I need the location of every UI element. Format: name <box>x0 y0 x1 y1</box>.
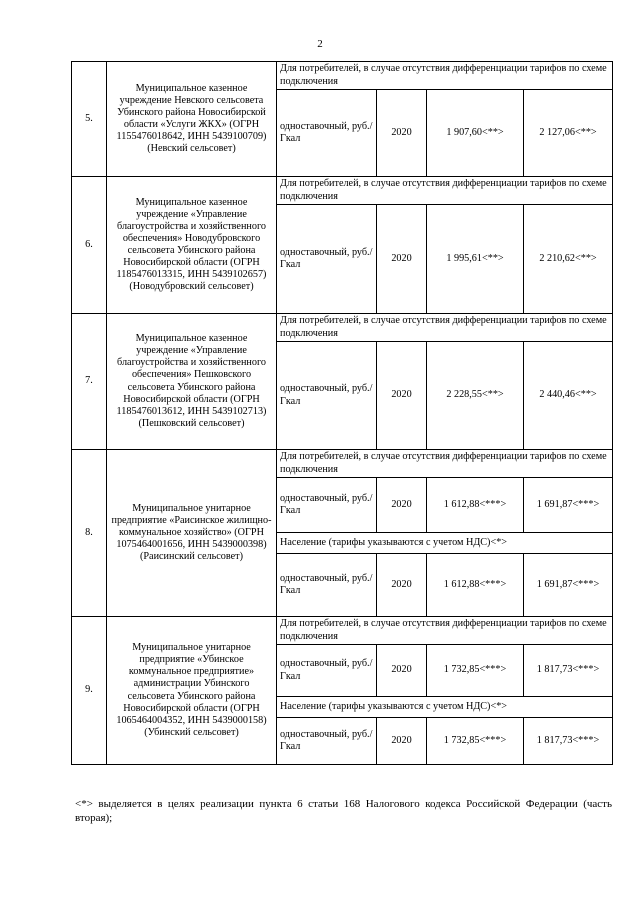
tariff-year: 2020 <box>377 478 427 533</box>
tariff-type: одноставочный, руб./Гкал <box>277 90 377 177</box>
table-row <box>72 450 613 478</box>
tariff-year: 2020 <box>377 90 427 177</box>
tariff-value-second-half: 2 440,46<**> <box>524 342 613 450</box>
tariff-value-second-half: 2 127,06<**> <box>524 90 613 177</box>
consumer-group-heading: Для потребителей, в случае отсутствия дифференциации тарифов по схеме подключения <box>277 314 613 342</box>
table-row <box>72 617 613 645</box>
tariff-type: одноставочный, руб./Гкал <box>277 645 377 697</box>
consumer-group-heading: Население (тарифы указываются с учетом НДС)<*> <box>277 533 613 554</box>
tariff-value-second-half: 2 210,62<**> <box>524 205 613 314</box>
tariff-table <box>71 61 613 765</box>
row-number: 7. <box>72 314 107 450</box>
footnote: <*> выделяется в целях реализации пункта 6 статьи 168 Налогового кодекса Российской Федерации (часть вторая); <box>75 798 612 824</box>
table-row <box>72 314 613 342</box>
tariff-value-first-half: 1 907,60<**> <box>427 90 524 177</box>
table-row <box>72 177 613 205</box>
consumer-group-heading: Для потребителей, в случае отсутствия дифференциации тарифов по схеме подключения <box>277 177 613 205</box>
tariff-type: одноставочный, руб./Гкал <box>277 718 377 765</box>
organization-name: Муниципальное унитарное предприятие «Убинское коммунальное предприятие» администрации Убинского сельсовета Убинского района Новосибирской области (ОГРН 1065464004352, ИНН 5439000158) (Убинский сельсовет) <box>107 617 277 765</box>
organization-name: Муниципальное казенное учреждение Невского сельсовета Убинского района Новосибирской области «Услуги ЖКХ» (ОГРН 1155476018642, ИНН 5439100709) (Невский сельсовет) <box>107 62 277 177</box>
consumer-group-heading: Население (тарифы указываются с учетом НДС)<*> <box>277 697 613 718</box>
tariff-value-first-half: 1 612,88<***> <box>427 478 524 533</box>
row-number: 5. <box>72 62 107 177</box>
tariff-value-first-half: 1 995,61<**> <box>427 205 524 314</box>
tariff-value-second-half: 1 691,87<***> <box>524 478 613 533</box>
tariff-year: 2020 <box>377 205 427 314</box>
tariff-type: одноставочный, руб./Гкал <box>277 342 377 450</box>
consumer-group-heading: Для потребителей, в случае отсутствия дифференциации тарифов по схеме подключения <box>277 62 613 90</box>
consumer-group-heading: Для потребителей, в случае отсутствия дифференциации тарифов по схеме подключения <box>277 617 613 645</box>
tariff-year: 2020 <box>377 645 427 697</box>
organization-name: Муниципальное казенное учреждение «Управление благоустройства и хозяйственного обеспечения» Новодубровского сельсовета Убинского района Новосибирской области (ОГРН 1185476013315, ИНН 5439102657) (Новодубровский сельсовет) <box>107 177 277 314</box>
tariff-value-second-half: 1 817,73<***> <box>524 718 613 765</box>
page-number: 2 <box>317 38 323 50</box>
tariff-value-second-half: 1 691,87<***> <box>524 554 613 617</box>
tariff-type: одноставочный, руб./Гкал <box>277 205 377 314</box>
tariff-value-first-half: 1 612,88<***> <box>427 554 524 617</box>
tariff-year: 2020 <box>377 342 427 450</box>
tariff-year: 2020 <box>377 554 427 617</box>
tariff-type: одноставочный, руб./Гкал <box>277 554 377 617</box>
tariff-value-second-half: 1 817,73<***> <box>524 645 613 697</box>
tariff-value-first-half: 2 228,55<**> <box>427 342 524 450</box>
row-number: 8. <box>72 450 107 617</box>
consumer-group-heading: Для потребителей, в случае отсутствия дифференциации тарифов по схеме подключения <box>277 450 613 478</box>
tariff-year: 2020 <box>377 718 427 765</box>
row-number: 6. <box>72 177 107 314</box>
organization-name: Муниципальное казенное учреждение «Управление благоустройства и хозяйственного обеспечения» Пешковского сельсовета Убинского района Новосибирской области (ОГРН 1185476013612, ИНН 5439102713) (Пешковский сельсовет) <box>107 314 277 450</box>
tariff-value-first-half: 1 732,85<***> <box>427 718 524 765</box>
table-row <box>72 62 613 90</box>
tariff-type: одноставочный, руб./Гкал <box>277 478 377 533</box>
row-number: 9. <box>72 617 107 765</box>
tariff-value-first-half: 1 732,85<***> <box>427 645 524 697</box>
organization-name: Муниципальное унитарное предприятие «Раисинское жилищно-коммунальное хозяйство» (ОГРН 1075464001656, ИНН 5439000398) (Раисинский сельсовет) <box>107 450 277 617</box>
